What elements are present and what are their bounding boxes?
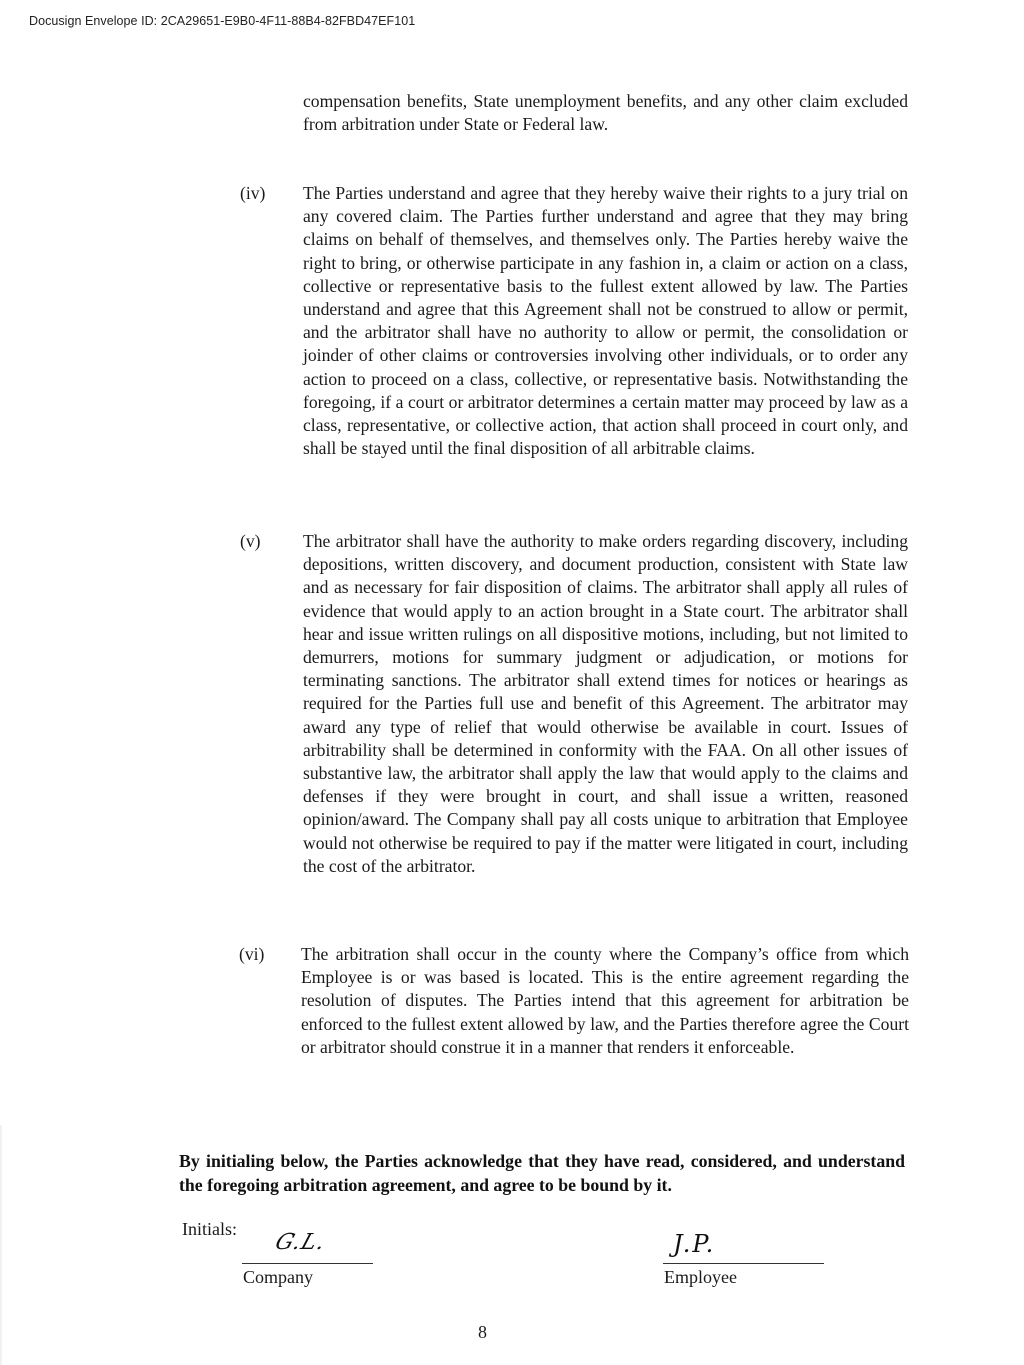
signature-line	[663, 1263, 824, 1264]
employee-label: Employee	[664, 1267, 737, 1287]
company-initials-signature: G.L.	[271, 1230, 330, 1255]
clause-number: (v)	[240, 531, 261, 551]
company-label: Company	[243, 1267, 313, 1287]
page-number: 8	[478, 1322, 487, 1342]
employee-initials-field[interactable]	[663, 1228, 825, 1288]
clause-text: The Parties understand and agree that they hereby waive their rights to a jury trial on any covered claim. The Parties further understand and agree that they may bring claims on behalf of themselves, and themselves only. The Parties hereby waive the right to bring, or otherwise participate in any fashion in, a claim or action on a class, collective or representative basis to the fullest extent allowed by law. The Parties understand and agree that this Agreement shall not be construed to allow or permit, and the arbitrator shall have no authority to allow or permit, the consolidation or joinder of other claims or controversies involving other individuals, or to order any action to proceed on a class, collective, or representative basis. Notwithstanding the foregoing, if a court or arbitrator determines a certain matter may proceed by law as a class, representative, or collective action, that action shall proceed in court only, and shall be stayed until the final disposition of all arbitrable claims.	[303, 183, 908, 459]
signature-line	[242, 1263, 373, 1264]
clause-text: The arbitrator shall have the authority to make orders regarding discovery, including depositions, written discovery, and document production, consistent with State law and as necessary for fair disposition of claims. The arbitrator shall apply all rules of evidence that would apply to an action brought in a State court. The arbitrator shall hear and issue written rulings on all dispositive motions, including, but not limited to demurrers, motions for summary judgment or adjudication, or motions for terminating sanctions. The arbitrator shall extend times for notices or hearings as required for the Parties full use and benefit of this Agreement. The arbitrator may award any type of relief that would otherwise be available in court. Issues of arbitrability shall be determined in conformity with the FAA. On all other issues of substantive law, the arbitrator shall apply the law that would apply to the claims and defenses if they were brought in court, and shall issue a written, reasoned opinion/award. The Company shall pay all costs unique to arbitration that Employee would not otherwise be required to pay if the matter were litigated in court, including the cost of the arbitrator.	[303, 531, 908, 876]
page-edge-shadow	[0, 1125, 3, 1365]
clause-text: The arbitration shall occur in the county where the Company’s office from which Employee is or was based is located. This is the entire agreement regarding the resolution of disputes. The Parties intend that this agreement for arbitration be enforced to the fullest extent allowed by law, and the Parties therefore agree the Court or arbitrator should construe it in a manner that renders it enforceable.	[301, 944, 909, 1057]
company-initials-field[interactable]	[242, 1228, 374, 1288]
employee-initials-signature: J.P.	[673, 1230, 716, 1258]
clause-v	[240, 530, 910, 878]
clause-vi	[240, 943, 910, 1059]
initials-label: Initials:	[182, 1219, 237, 1239]
clause-number: (vi)	[239, 944, 265, 964]
docusign-envelope-id: Docusign Envelope ID: 2CA29651-E9B0-4F11-88B4-82FBD47EF101	[29, 14, 416, 28]
clause-number: (iv)	[240, 183, 266, 203]
continuation-paragraph: compensation benefits, State unemployment benefits, and any other claim excluded from arbitration under State or Federal law.	[303, 91, 908, 135]
clause-iv	[240, 182, 910, 460]
acknowledgement-statement: By initialing below, the Parties acknowledge that they have read, considered, and understand the foregoing arbitration agreement, and agree to be bound by it.	[179, 1151, 905, 1195]
